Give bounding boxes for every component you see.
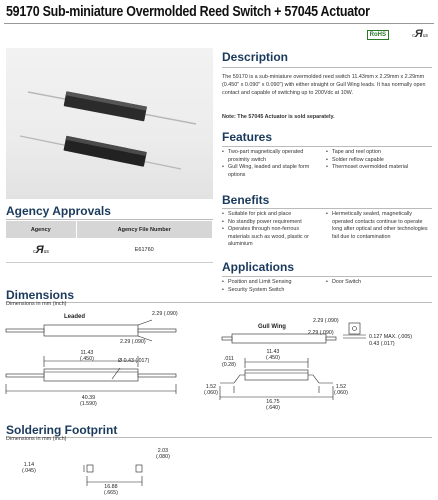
dim-leaded-height: 2.29 (.090) <box>152 311 178 317</box>
list-item: • Hermetically sealed, magnetically operated contacts continue to operate long after optical and other technologies fail due to contamination <box>326 211 434 241</box>
list-item: • Suitable for pick and place <box>222 211 322 219</box>
file-number-column-header: Agency File Number <box>76 221 213 238</box>
dim-gull-standoff: .011 (0.28) <box>222 356 236 368</box>
dim-pad-spacing: 16.88 (.665) <box>104 484 118 496</box>
dim-gull-height: 2.29 (.090) <box>313 318 339 324</box>
soldering-unit-note: Dimensions in mm (inch) <box>6 436 67 442</box>
dimensions-unit-note: Dimensions in mm (inch) <box>6 301 67 307</box>
dim-leaded-lead-diameter: Ø 0.43 (.017) <box>118 358 150 364</box>
list-item: • Door Switch <box>326 279 434 287</box>
dim-pad-height: 1.14 (.045) <box>22 462 36 474</box>
list-item: • Thermoset overmolded material <box>326 164 434 172</box>
ul-cert-icon: cЯus <box>33 243 49 256</box>
dim-gull-body-length: 11.43 (.450) <box>266 349 280 361</box>
leaded-label: Leaded <box>64 314 86 320</box>
dim-gull-lead-thickness: 0.127 MAX. (.005) <box>369 334 412 340</box>
list-item: • Tape and reel option <box>326 149 434 157</box>
list-item: • Security System Switch <box>222 287 322 295</box>
dim-leaded-body-length: 11.43 (.450) <box>80 350 94 362</box>
soldering-heading: Soldering Footprint <box>6 423 118 437</box>
ul-cert-icon: cЯus <box>412 28 428 40</box>
page-title: 59170 Sub-miniature Overmolded Reed Switch + 57045 Actuator <box>6 4 370 20</box>
dim-gull-overall-length: 16.75 (.640) <box>266 399 280 411</box>
list-item: • Solder reflow capable <box>326 157 434 165</box>
list-item: • Two-part magnetically operated proximity switch <box>222 149 322 164</box>
list-item: • Operates through non-ferrous materials such as wood, plastic or aluminium <box>222 226 322 249</box>
gull-wing-label: Gull Wing <box>258 324 286 330</box>
dim-leaded-width: 2.29 (.090) <box>120 339 146 345</box>
dim-gull-foot-right: 1.52 (.060) <box>334 384 348 396</box>
dim-pad-width: 2.03 (.080) <box>156 448 170 460</box>
dim-leaded-overall-length: 40.39 (1.590) <box>80 395 97 407</box>
file-number-cell: E61760 <box>76 238 213 262</box>
benefits-heading: Benefits <box>222 193 270 207</box>
description-heading: Description <box>222 50 289 64</box>
dim-gull-foot-left: 1.52 (.060) <box>204 384 218 396</box>
applications-heading: Applications <box>222 260 295 274</box>
list-item: • Gull Wing, leaded and staple form options <box>222 164 322 179</box>
list-item: • Position and Limit Sensing <box>222 279 322 287</box>
features-heading: Features <box>222 130 273 144</box>
dim-gull-width: 2.29 (.090) <box>308 330 334 336</box>
agency-column-header: Agency <box>6 221 76 238</box>
dimensions-heading: Dimensions <box>6 288 75 302</box>
list-item: • No standby power requirement <box>222 219 322 227</box>
soldering-divider <box>6 437 432 438</box>
description-note: Note: The 57045 Actuator is sold separately. <box>222 114 335 120</box>
rohs-badge: RoHS <box>367 30 389 40</box>
description-text: The 59170 is a sub-miniature overmolded reed switch 11.43mm x 2.29mm x 2.29mm (0.450" x 0.090" x 0.090") with either straight or Gull Wing leads. It has normally open contact and capable of switching up to 200Vdc at 10W. <box>222 74 426 97</box>
dim-gull-lead-diameter: 0.43 (.017) <box>369 341 395 347</box>
agency-heading: Agency Approvals <box>6 204 111 218</box>
